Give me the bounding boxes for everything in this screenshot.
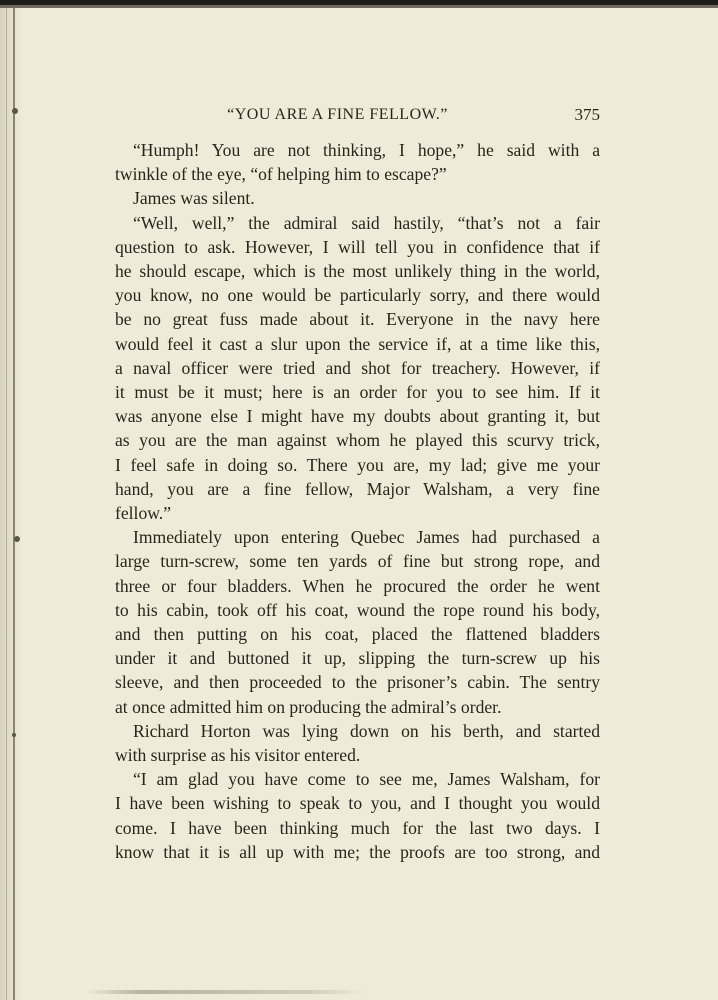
gutter-mark [14, 536, 20, 542]
gutter-fold-line [6, 8, 7, 1000]
text-line: was anyone else I might have my doubts about granting it, but [115, 406, 600, 427]
text-line: come. I have been thinking much for the last two days. I [115, 817, 600, 838]
body-text [115, 138, 600, 864]
text-line: you know, no one would be particularly sorry, and there would [115, 285, 600, 306]
text-line: would feel it cast a slur upon the service if, at a time like this, [115, 333, 600, 354]
text-line: with surprise as his visitor entered. [115, 745, 361, 766]
text-line: know that it is all up with me; the proofs are too strong, and [115, 841, 600, 862]
text-line: question to ask. However, I will tell you in confidence that if [115, 236, 600, 257]
text-line: James was silent. [133, 188, 255, 209]
text-line: at once admitted him on producing the admiral’s order. [115, 696, 502, 717]
binding-gutter [0, 8, 22, 1000]
text-line: fellow.” [115, 503, 172, 524]
text-line: Richard Horton was lying down on his berth, and started [133, 720, 600, 741]
text-line: “I am glad you have come to see me, James Walsham, for [133, 769, 600, 790]
page-number: 375 [574, 105, 600, 124]
text-line: hand, you are a fine fellow, Major Walsham, a very fine [115, 478, 600, 499]
running-head: “YOU ARE A FINE FELLOW.” [227, 106, 448, 123]
text-line: Immediately upon entering Quebec James had purchased a [133, 527, 600, 548]
gutter-mark [12, 733, 16, 737]
text-line: twinkle of the eye, “of helping him to escape?” [115, 164, 447, 185]
text-line: and then putting on his coat, placed the flattened bladders [115, 624, 600, 645]
text-line: I feel safe in doing so. There you are, my lad; give me your [115, 454, 600, 475]
text-line: it must be it must; here is an order for you to see him. If it [115, 382, 600, 403]
text-line: “Humph! You are not thinking, I hope,” he said with a [133, 140, 600, 160]
text-line: to his cabin, took off his coat, wound the rope round his body, [115, 599, 600, 620]
text-line: as you are the man against whom he played this scurvy trick, [115, 430, 600, 451]
page-header [115, 104, 600, 126]
page-top-edge [0, 0, 718, 8]
text-line: large turn-screw, some ten yards of fine but strong rope, and [115, 551, 600, 572]
text-line: three or four bladders. When he procured the order he went [115, 575, 600, 596]
text-line: sleeve, and then proceeded to the prisoner’s cabin. The sentry [115, 672, 600, 693]
text-line: under it and buttoned it up, slipping the turn-screw up his [115, 648, 600, 669]
text-line: “Well, well,” the admiral said hastily, “that’s not a fair [133, 212, 600, 233]
gutter-mark [12, 108, 18, 114]
gutter-binding-line [13, 8, 15, 1000]
text-line: a naval officer were tried and shot for treachery. However, if [115, 357, 600, 378]
bottom-smudge [85, 990, 365, 994]
text-line: I have been wishing to speak to you, and I thought you would [115, 793, 600, 814]
text-line: be no great fuss made about it. Everyone in the navy here [115, 309, 600, 330]
text-line: he should escape, which is the most unlikely thing in the world, [115, 261, 600, 282]
